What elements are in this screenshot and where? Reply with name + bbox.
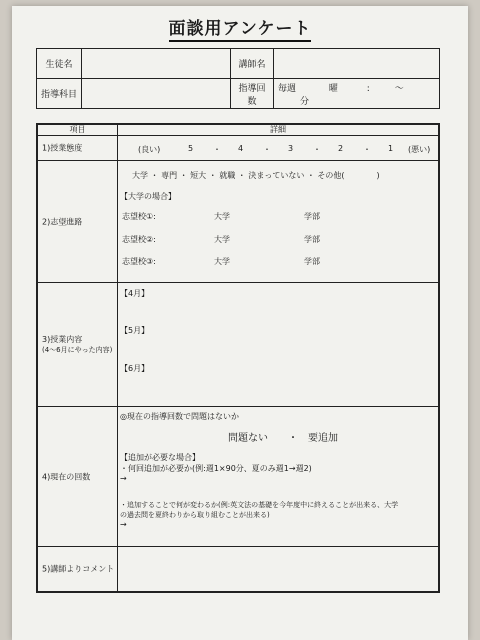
path-label-cell xyxy=(38,161,118,282)
comment-label-cell xyxy=(38,547,118,591)
col-item-header: 項目 xyxy=(38,125,118,135)
choice-3-label: 志望校③: xyxy=(122,257,156,266)
choice-2-dept: 学部 xyxy=(304,235,320,244)
extra-question-2b: の過去問を夏終わりから取り組むことが出来る) xyxy=(120,511,270,519)
count-label: 指導回数 xyxy=(231,79,274,109)
choice-2-univ: 大学 xyxy=(214,235,230,244)
page-title xyxy=(0,14,480,39)
path-row xyxy=(38,161,438,283)
comment-label: 5)講師よりコメント xyxy=(42,564,115,574)
attitude-label-cell xyxy=(38,136,118,160)
month-april: 【4月】 xyxy=(120,289,150,298)
content-detail-cell[interactable] xyxy=(118,283,438,406)
current-label: 4)現在の回数 xyxy=(42,472,91,481)
student-label: 生徒名 xyxy=(37,49,82,79)
choice-1-univ: 大学 xyxy=(214,212,230,221)
extra-question-2a: ・追加することで何が変わるか(例:英文法の基礎を今年度中に終えることが出来る、大学 xyxy=(120,501,399,509)
attitude-row xyxy=(38,136,438,161)
day-text: 曜 xyxy=(328,83,338,94)
univ-heading: 【大学の場合】 xyxy=(120,192,176,201)
scale-dot: ・ xyxy=(313,145,321,154)
answer-need-more[interactable]: 要追加 xyxy=(308,433,338,444)
current-label-cell xyxy=(38,407,118,546)
path-detail-cell[interactable] xyxy=(118,161,438,282)
comment-row xyxy=(38,547,438,591)
content-label: 3)授業内容 xyxy=(42,334,83,344)
survey-table xyxy=(36,123,440,593)
instructor-label: 講師名 xyxy=(231,49,274,79)
tilde-text: 〜 xyxy=(394,83,404,94)
scale-1[interactable]: 1 xyxy=(388,144,394,153)
current-question: ◎現在の指導回数で問題はないか xyxy=(120,412,239,421)
arrow-2: → xyxy=(120,520,127,529)
path-label: 2)志望進路 xyxy=(42,217,83,226)
choice-3-dept: 学部 xyxy=(304,257,320,266)
answer-no-problem[interactable]: 問題ない xyxy=(228,433,268,444)
scale-good: (良い) xyxy=(138,145,161,154)
content-row xyxy=(38,283,438,407)
choice-1-label: 志望校①: xyxy=(122,212,156,221)
scale-bad: (悪い) xyxy=(408,145,431,154)
answer-dot: ・ xyxy=(288,433,298,444)
scale-dot: ・ xyxy=(263,145,271,154)
content-label-block xyxy=(42,334,115,356)
month-june: 【6月】 xyxy=(120,364,150,373)
content-sublabel: (4〜6月にやった内容) xyxy=(42,345,113,354)
month-may: 【5月】 xyxy=(120,326,150,335)
choice-2-label: 志望校②: xyxy=(122,235,156,244)
comment-field[interactable] xyxy=(118,547,438,591)
path-options: 大学 ・ 専門 ・ 短大 ・ 就職 ・ 決まっていない ・ その他( ) xyxy=(132,171,380,180)
column-header-row xyxy=(38,125,438,136)
instructor-name-field[interactable] xyxy=(274,49,440,79)
scale-4[interactable]: 4 xyxy=(238,144,244,153)
col-detail-header: 詳細 xyxy=(270,125,286,134)
header-table xyxy=(36,48,440,109)
subject-field[interactable] xyxy=(82,79,231,109)
arrow-1: → xyxy=(120,474,127,483)
title-text: 面談用アンケート xyxy=(169,19,312,42)
student-name-field[interactable] xyxy=(82,49,231,79)
current-row xyxy=(38,407,438,547)
weekly-text: 毎週 xyxy=(278,83,297,94)
scale-2[interactable]: 2 xyxy=(338,144,344,153)
extra-heading: 【追加が必要な場合】 xyxy=(120,453,200,462)
attitude-scale-cell[interactable] xyxy=(118,136,438,160)
content-label-cell xyxy=(38,283,118,406)
scale-3[interactable]: 3 xyxy=(288,144,294,153)
attitude-label: 1)授業態度 xyxy=(42,143,83,153)
choice-1-dept: 学部 xyxy=(304,212,320,221)
current-detail-cell[interactable] xyxy=(118,407,438,546)
scale-dot: ・ xyxy=(363,145,371,154)
choice-3-univ: 大学 xyxy=(214,257,230,266)
subject-label: 指導科目 xyxy=(37,79,82,109)
colon-text: : xyxy=(366,83,370,94)
scale-dot: ・ xyxy=(213,145,221,154)
scale-5[interactable]: 5 xyxy=(188,144,194,153)
extra-question-1: ・何回追加が必要か(例:週1×90分、夏のみ週1→週2) xyxy=(120,464,312,473)
count-field[interactable] xyxy=(274,79,440,109)
minute-text: 分 xyxy=(300,96,310,107)
